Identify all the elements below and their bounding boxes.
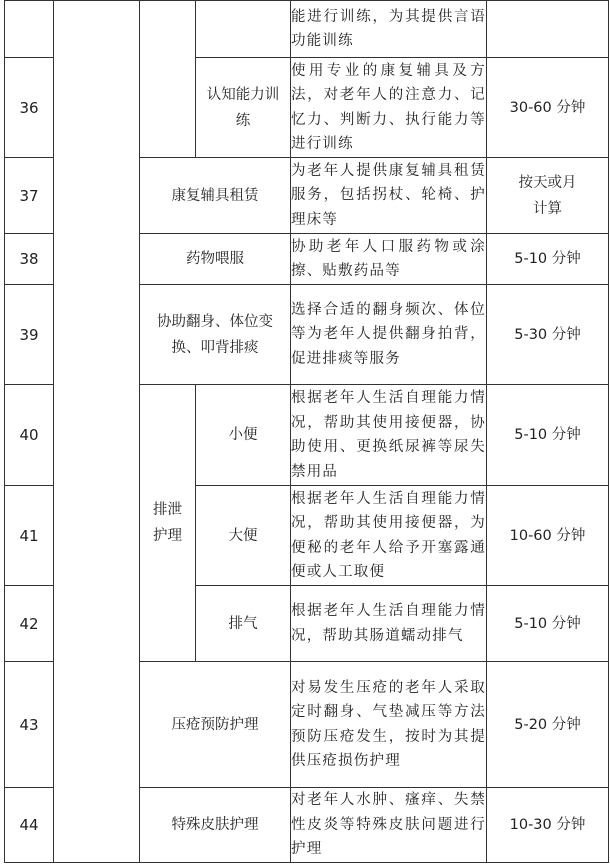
row-number: 41 [5,486,54,586]
item-time: 5-10 分钟 [487,586,609,662]
item-name: 大便 [196,486,291,586]
item-description: 为老年人提供康复辅具租赁服务，包括拐杖、轮椅、护理床等 [291,158,487,234]
service-table [4,0,609,863]
item-name: 排气 [196,586,291,662]
item-name [196,1,291,58]
item-time: 5-10 分钟 [487,385,609,486]
item-time: 30-60 分钟 [487,58,609,158]
item-description: 选择合适的翻身频次、体位等为老年人提供翻身拍背，促进排痰等服务 [291,285,487,385]
row-number [5,1,54,58]
row-number: 39 [5,285,54,385]
item-time [487,1,609,58]
row-number: 42 [5,586,54,662]
item-name: 压疮预防护理 [140,662,291,788]
row-number: 40 [5,385,54,486]
item-description: 根据老年人生活自理能力情况，帮助其使用接便器，为便秘的老年人给予开塞露通便或人工取便 [291,486,487,586]
item-time: 5-10 分钟 [487,234,609,285]
item-description: 根据老年人生活自理能力情况，帮助其肠道蠕动排气 [291,586,487,662]
category-cell [54,1,140,863]
item-time: 10-60 分钟 [487,486,609,586]
item-description: 对易发生压疮的老年人采取定时翻身、气垫减压等方法预防压疮发生，按时为其提供压疮损伤护理 [291,662,487,788]
item-time: 5-30 分钟 [487,285,609,385]
item-name: 康复辅具租赁 [140,158,291,234]
item-description: 使用专业的康复辅具及方法，对老年人的注意力、记忆力、判断力、执行能力等进行训练 [291,58,487,158]
group-label-line2: 护理 [153,528,182,544]
table-row [5,1,609,58]
row-number: 43 [5,662,54,788]
subcategory-cell [140,1,196,158]
row-number: 37 [5,158,54,234]
item-name: 协助翻身、体位变换、叩背排痰 [140,285,291,385]
item-time: 按天或月计算 [487,158,609,234]
item-name: 小便 [196,385,291,486]
item-name: 特殊皮肤护理 [140,788,291,863]
item-description: 能进行训练，为其提供言语功能训练 [291,1,487,58]
row-number: 36 [5,58,54,158]
item-description: 协助老年人口服药物或涂擦、贴敷药品等 [291,234,487,285]
group-label-line1: 排泄 [153,502,182,518]
item-name: 认知能力训练 [196,58,291,158]
item-description: 对老年人水肿、瘙痒、失禁性皮炎等特殊皮肤问题进行护理 [291,788,487,863]
item-time: 5-20 分钟 [487,662,609,788]
row-number: 38 [5,234,54,285]
item-description: 根据老年人生活自理能力情况，帮助其使用接便器，协助使用、更换纸尿裤等尿失禁用品 [291,385,487,486]
row-number: 44 [5,788,54,863]
excretion-care-group [140,385,196,662]
item-name: 药物喂服 [140,234,291,285]
item-time: 10-30 分钟 [487,788,609,863]
